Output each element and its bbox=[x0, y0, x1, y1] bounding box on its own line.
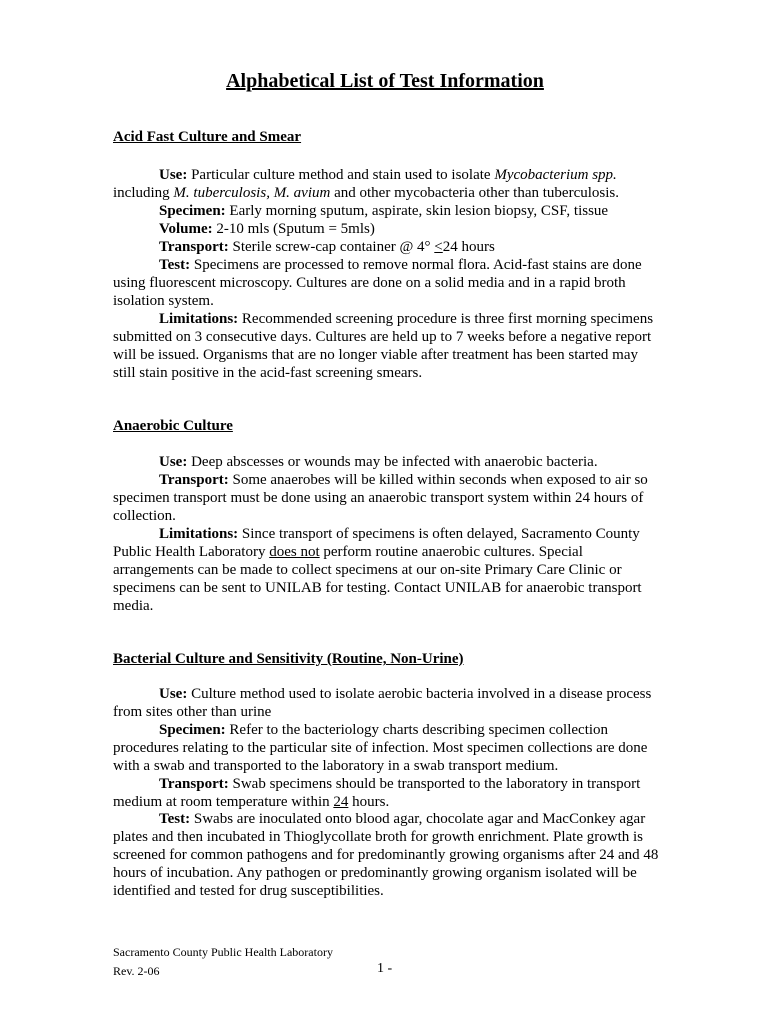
anaerobic-use: Use: Deep abscesses or wounds may be infected with anaerobic bacteria. bbox=[159, 454, 598, 470]
transport-label: Transport: bbox=[159, 239, 229, 255]
transport-label: Transport: bbox=[159, 472, 229, 488]
section-heading-acid-fast: Acid Fast Culture and Smear bbox=[113, 129, 302, 145]
acid-fast-test: Test: Specimens are processed to remove normal flora. Acid-fast stains are done using fluorescent microscopy. Cultures are done on a solid media and in a rapid broth isolation system. bbox=[113, 257, 642, 309]
anaerobic-transport: Transport: Some anaerobes will be killed within seconds when exposed to air so specimen transport must be done using an anaerobic transport system within 24 hours of collection. bbox=[113, 472, 648, 524]
specimen-label: Specimen: bbox=[159, 722, 226, 738]
footer-organization: Sacramento County Public Health Laboratory bbox=[113, 945, 333, 959]
bacterial-transport: Transport: Swab specimens should be transported to the laboratory in transport medium at room temperature within 24 hours. bbox=[113, 776, 641, 810]
use-label: Use: bbox=[159, 686, 188, 702]
test-label: Test: bbox=[159, 811, 191, 827]
specimen-label: Specimen: bbox=[159, 203, 226, 219]
limitations-label: Limitations: bbox=[159, 311, 239, 327]
acid-fast-specimen: Specimen: Early morning sputum, aspirate, skin lesion biopsy, CSF, tissue bbox=[159, 203, 609, 219]
acid-fast-transport: Transport: Sterile screw-cap container @ 4° <24 hours bbox=[159, 239, 495, 255]
acid-fast-volume: Volume: 2-10 mls (Sputum = 5mls) bbox=[159, 221, 375, 237]
footer-revision: Rev. 2-06 bbox=[113, 964, 160, 978]
acid-fast-use: Use: Particular culture method and stain used to isolate Mycobacterium spp. including M. tuberculosis, M. avium and other mycobacteria other than tuberculosis. bbox=[113, 167, 619, 201]
limitations-label: Limitations: bbox=[159, 526, 239, 542]
bacterial-test: Test: Swabs are inoculated onto blood agar, chocolate agar and MacConkey agar plates and then incubated in Thioglycollate broth for growth enrichment. Plate growth is screened for common pathogens and for predominantly growing organisms after 24 and 48 hours of incubation. Any pathogen or predominantly growing organism isolated will be identified and tested for drug susceptibilities. bbox=[113, 811, 659, 899]
test-label: Test: bbox=[159, 257, 191, 273]
section-heading-bacterial: Bacterial Culture and Sensitivity (Routine, Non-Urine) bbox=[113, 651, 464, 667]
section-heading-anaerobic: Anaerobic Culture bbox=[113, 418, 233, 434]
bacterial-use: Use: Culture method used to isolate aerobic bacteria involved in a disease process from sites other than urine bbox=[113, 686, 652, 720]
anaerobic-limitations: Limitations: Since transport of specimens is often delayed, Sacramento County Public Health Laboratory does not perform routine anaerobic cultures. Special arrangements can be made to collect specimens at our on-site Primary Care Clinic or specimens can be sent to UNILAB for testing. Contact UNILAB for anaerobic transport media. bbox=[113, 526, 642, 614]
use-label: Use: bbox=[159, 454, 188, 470]
use-label: Use: bbox=[159, 167, 188, 183]
page-number: 1 - bbox=[377, 961, 393, 976]
volume-label: Volume: bbox=[159, 221, 213, 237]
page-title: Alphabetical List of Test Information bbox=[226, 70, 544, 92]
acid-fast-limitations: Limitations: Recommended screening procedure is three first morning specimens submitted on 3 consecutive days. Cultures are held up to 7 weeks before a negative report will be issued. Organisms that are no longer viable after treatment has been started may still stain positive in the acid-fast screening smears. bbox=[113, 311, 654, 381]
bacterial-specimen: Specimen: Refer to the bacteriology charts describing specimen collection procedures relating to the particular site of infection. Most specimen collections are done with a swab and transported to the laboratory in a swab transport medium. bbox=[113, 722, 648, 774]
transport-label: Transport: bbox=[159, 776, 229, 792]
